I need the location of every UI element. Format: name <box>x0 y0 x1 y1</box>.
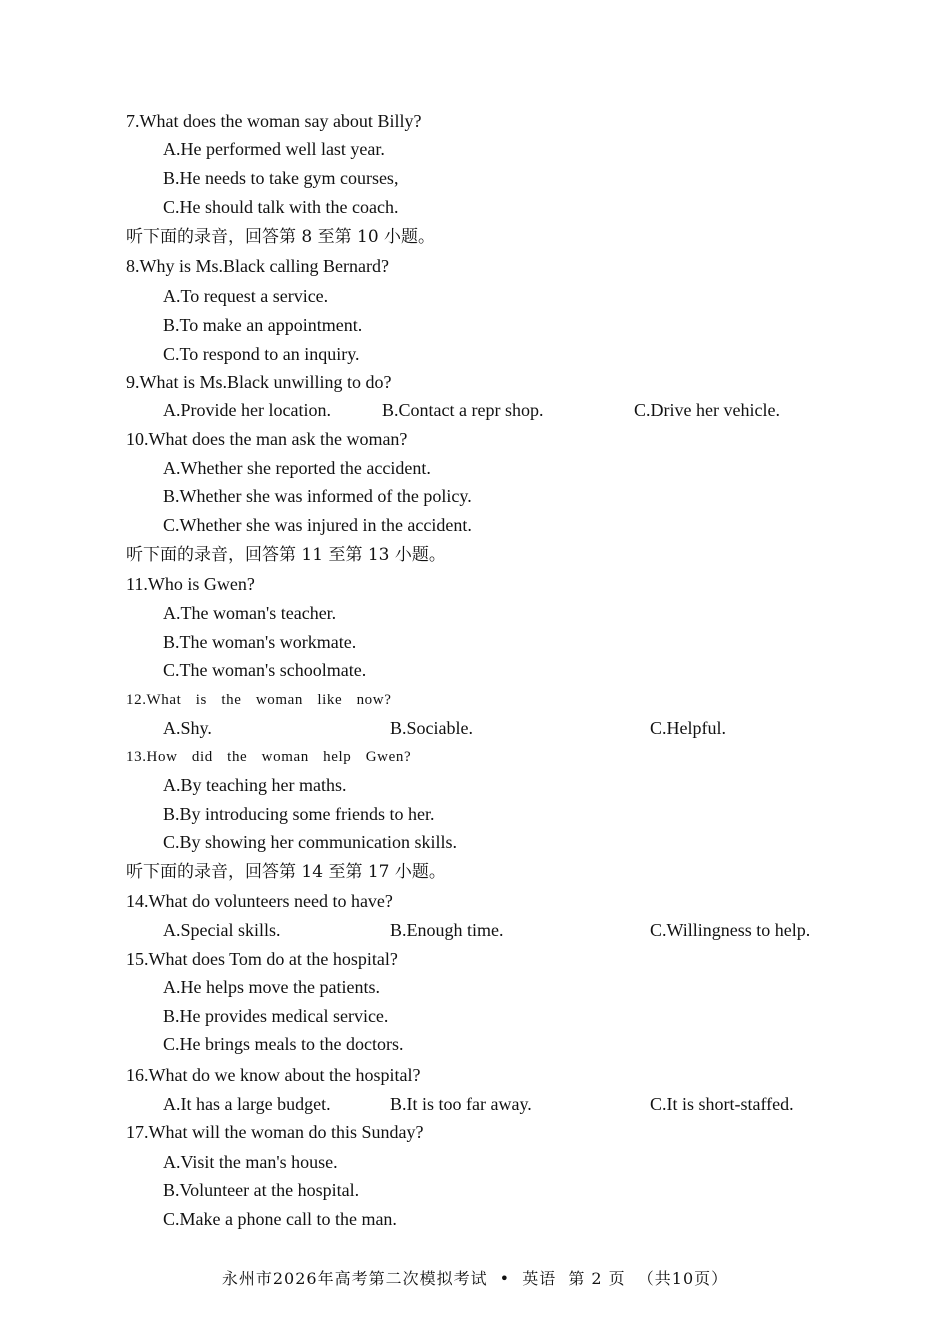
question-10-option-a: A.Whether she reported the accident. <box>163 458 431 478</box>
question-17-stem: 17.What will the woman do this Sunday? <box>126 1122 424 1142</box>
footer-subject: 英语 <box>522 1269 557 1288</box>
question-15-option-a: A.He helps move the patients. <box>163 977 380 997</box>
question-15-option-c: C.He brings meals to the doctors. <box>163 1034 404 1054</box>
question-10-option-c: C.Whether she was injured in the accident. <box>163 515 472 535</box>
question-12-option-a: A.Shy. <box>163 718 212 738</box>
section-instruction-11-13: 听下面的录音，回答第 11 至第 13 小题。 <box>126 545 446 565</box>
question-7-option-b: B.He needs to take gym courses, <box>163 168 399 188</box>
question-9-option-a: A.Provide her location. <box>163 400 331 420</box>
question-10-stem: 10.What does the man ask the woman? <box>126 429 408 449</box>
question-16-option-a: A.It has a large budget. <box>163 1094 331 1114</box>
question-13-option-b: B.By introducing some friends to her. <box>163 804 435 824</box>
question-12-option-b: B.Sociable. <box>390 718 473 738</box>
section-instruction-14-17: 听下面的录音，回答第 14 至第 17 小题。 <box>126 862 446 882</box>
question-7-option-a: A.He performed well last year. <box>163 139 385 159</box>
question-7-stem: 7.What does the woman say about Billy? <box>126 111 422 131</box>
question-7-option-c: C.He should talk with the coach. <box>163 197 399 217</box>
question-14-option-c: C.Willingness to help. <box>650 920 811 940</box>
question-15-stem: 15.What does Tom do at the hospital? <box>126 949 398 969</box>
question-8-option-a: A.To request a service. <box>163 286 329 306</box>
question-9-stem: 9.What is Ms.Black unwilling to do? <box>126 372 392 392</box>
question-12-stem: 12.What is the woman like now? <box>126 692 392 708</box>
question-14-option-a: A.Special skills. <box>163 920 281 940</box>
question-15-option-b: B.He provides medical service. <box>163 1006 389 1026</box>
page-footer <box>0 1266 950 1289</box>
question-17-option-a: A.Visit the man's house. <box>163 1152 338 1172</box>
question-11-option-a: A.The woman's teacher. <box>163 603 337 623</box>
footer-page-number: 第 2 页 <box>568 1269 626 1288</box>
question-16-stem: 16.What do we know about the hospital? <box>126 1065 421 1085</box>
section-instruction-8-10: 听下面的录音，回答第 8 至第 10 小题。 <box>126 227 436 247</box>
question-11-option-c: C.The woman's schoolmate. <box>163 660 367 680</box>
question-16-option-c: C.It is short-staffed. <box>650 1094 794 1114</box>
question-17-option-c: C.Make a phone call to the man. <box>163 1209 397 1229</box>
question-13-stem: 13.How did the woman help Gwen? <box>126 749 412 765</box>
question-9-option-c: C.Drive her vehicle. <box>634 400 780 420</box>
question-13-option-c: C.By showing her communication skills. <box>163 832 457 852</box>
question-13-option-a: A.By teaching her maths. <box>163 775 347 795</box>
question-12-option-c: C.Helpful. <box>650 718 726 738</box>
footer-total-pages: （共10页） <box>637 1269 729 1288</box>
question-14-stem: 14.What do volunteers need to have? <box>126 891 393 911</box>
question-8-option-c: C.To respond to an inquiry. <box>163 344 360 364</box>
question-16-option-b: B.It is too far away. <box>390 1094 532 1114</box>
question-8-option-b: B.To make an appointment. <box>163 315 363 335</box>
question-10-option-b: B.Whether she was informed of the policy. <box>163 486 472 506</box>
question-11-option-b: B.The woman's workmate. <box>163 632 357 652</box>
question-11-stem: 11.Who is Gwen? <box>126 574 255 594</box>
question-8-stem: 8.Why is Ms.Black calling Bernard? <box>126 256 389 276</box>
question-17-option-b: B.Volunteer at the hospital. <box>163 1180 360 1200</box>
footer-exam-title: 永州市2026年高考第二次模拟考试 <box>221 1269 488 1288</box>
question-14-option-b: B.Enough time. <box>390 920 504 940</box>
question-9-option-b: B.Contact a repr shop. <box>382 400 544 420</box>
footer-bullet: • <box>499 1269 511 1288</box>
